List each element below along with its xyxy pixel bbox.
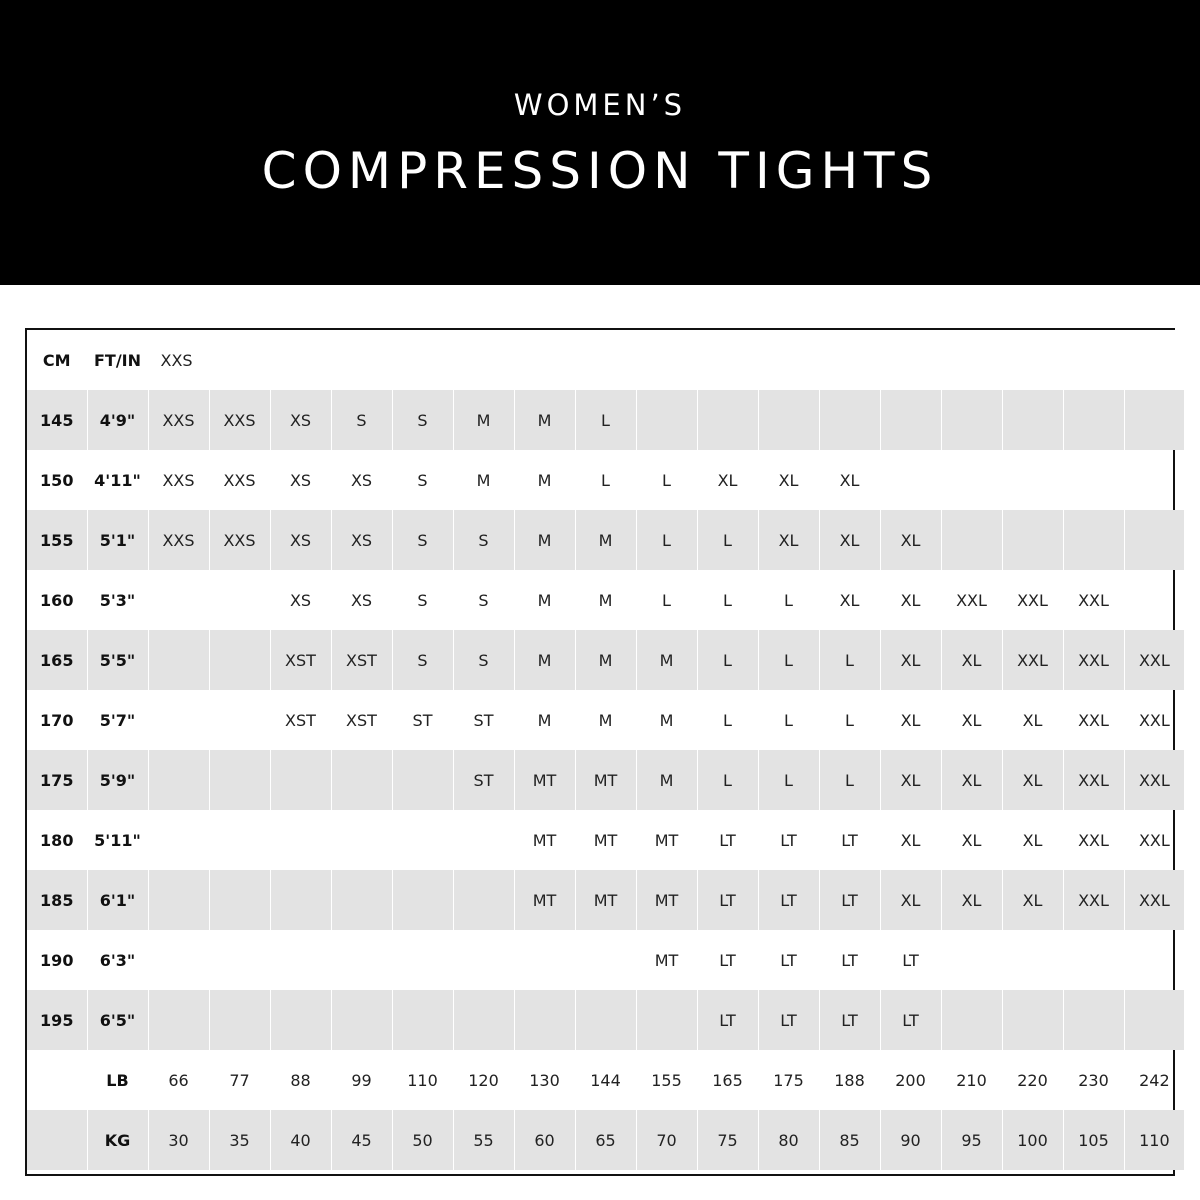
size-cell xyxy=(1124,990,1184,1050)
size-cell xyxy=(209,870,270,930)
size-cell xyxy=(941,510,1002,570)
size-cell xyxy=(270,810,331,870)
size-cell: S xyxy=(392,450,453,510)
size-cell xyxy=(1063,930,1124,990)
size-cell: S xyxy=(453,510,514,570)
size-cell: L xyxy=(758,750,819,810)
size-cell: L xyxy=(636,450,697,510)
lb-value: 165 xyxy=(697,1050,758,1110)
size-cell xyxy=(392,930,453,990)
table-row xyxy=(27,510,1184,570)
table-row xyxy=(27,930,1184,990)
size-cell: S xyxy=(453,630,514,690)
size-cell xyxy=(941,390,1002,450)
size-cell: MT xyxy=(575,870,636,930)
size-cell xyxy=(209,630,270,690)
header-banner xyxy=(0,0,1200,285)
size-cell: XXS xyxy=(148,390,209,450)
size-cell: S xyxy=(392,510,453,570)
size-cell xyxy=(148,750,209,810)
size-cell: L xyxy=(697,750,758,810)
size-cell xyxy=(392,810,453,870)
size-cell: L xyxy=(697,510,758,570)
size-cell: XL xyxy=(941,870,1002,930)
lb-value: 242 xyxy=(1124,1050,1184,1110)
size-cell: MT xyxy=(514,750,575,810)
size-cell: XL xyxy=(880,690,941,750)
table-row xyxy=(27,630,1184,690)
size-cell xyxy=(514,990,575,1050)
size-cell xyxy=(331,750,392,810)
lb-value: 120 xyxy=(453,1050,514,1110)
size-cell xyxy=(392,990,453,1050)
size-cell: S xyxy=(392,570,453,630)
size-cell xyxy=(331,870,392,930)
lb-label: LB xyxy=(87,1050,148,1110)
kg-label: KG xyxy=(87,1110,148,1170)
size-cell: XL xyxy=(1002,870,1063,930)
size-cell xyxy=(1063,450,1124,510)
size-cell xyxy=(880,390,941,450)
size-cell: XXL xyxy=(1124,870,1184,930)
cm-cell: 175 xyxy=(27,750,87,810)
size-cell: M xyxy=(575,570,636,630)
size-cell xyxy=(453,810,514,870)
cm-cell: 150 xyxy=(40,470,74,490)
size-cell xyxy=(209,750,270,810)
size-cell: ST xyxy=(453,690,514,750)
size-column-header: XXS xyxy=(148,330,1184,390)
size-cell: LT xyxy=(758,930,819,990)
size-cell: L xyxy=(697,630,758,690)
ftin-cell: 6'5" xyxy=(87,990,148,1050)
size-cell: XXL xyxy=(1063,870,1124,930)
size-cell: LT xyxy=(819,990,880,1050)
size-cell xyxy=(148,570,209,630)
size-cell: LT xyxy=(758,990,819,1050)
size-cell: S xyxy=(392,390,453,450)
size-cell: XST xyxy=(331,690,392,750)
size-cell: XXL xyxy=(1063,630,1124,690)
size-cell: M xyxy=(636,750,697,810)
size-cell: M xyxy=(514,690,575,750)
size-cell xyxy=(148,870,209,930)
size-cell xyxy=(148,630,209,690)
size-cell: XXL xyxy=(1063,690,1124,750)
size-cell: XST xyxy=(270,690,331,750)
empty-cell xyxy=(27,1110,87,1170)
header-row xyxy=(27,330,1184,390)
cm-cell: 155 xyxy=(27,510,87,570)
kg-value: 65 xyxy=(575,1110,636,1170)
size-cell xyxy=(1124,930,1184,990)
size-cell: LT xyxy=(697,870,758,930)
lb-value: 110 xyxy=(392,1050,453,1110)
size-cell: XL xyxy=(1002,750,1063,810)
size-cell: XXL xyxy=(1124,750,1184,810)
lb-value: 210 xyxy=(941,1050,1002,1110)
size-cell: M xyxy=(453,450,514,510)
ftin-cell: 5'1" xyxy=(87,510,148,570)
size-cell xyxy=(148,990,209,1050)
lb-value: 175 xyxy=(758,1050,819,1110)
size-cell: XL xyxy=(758,510,819,570)
size-cell: XXL xyxy=(1063,810,1124,870)
size-cell: LT xyxy=(819,930,880,990)
size-cell: XL xyxy=(880,630,941,690)
size-cell: MT xyxy=(636,870,697,930)
size-cell: M xyxy=(636,690,697,750)
kg-value: 105 xyxy=(1063,1110,1124,1170)
size-cell: XL xyxy=(819,510,880,570)
kg-value: 50 xyxy=(392,1110,453,1170)
size-cell: L xyxy=(819,750,880,810)
size-cell xyxy=(148,690,209,750)
lb-value: 220 xyxy=(1002,1050,1063,1110)
kg-value: 40 xyxy=(270,1110,331,1170)
size-cell: XL xyxy=(941,750,1002,810)
kg-value: 110 xyxy=(1124,1110,1184,1170)
size-cell xyxy=(209,810,270,870)
size-cell: ST xyxy=(453,750,514,810)
table-row xyxy=(27,990,1184,1050)
size-cell: XXS xyxy=(209,510,270,570)
size-cell xyxy=(1063,510,1124,570)
size-cell xyxy=(1124,450,1184,510)
size-cell xyxy=(270,930,331,990)
size-cell xyxy=(941,450,1002,510)
size-cell: LT xyxy=(697,810,758,870)
ftin-cell: 6'3" xyxy=(87,930,148,990)
kg-value: 95 xyxy=(941,1110,1002,1170)
size-cell: MT xyxy=(575,810,636,870)
size-cell: XS xyxy=(270,510,331,570)
size-cell xyxy=(514,930,575,990)
cm-cell: 185 xyxy=(27,870,87,930)
size-cell: M xyxy=(636,630,697,690)
size-cell: XS xyxy=(270,390,331,450)
size-cell xyxy=(331,930,392,990)
size-cell xyxy=(1002,450,1063,510)
kg-value: 85 xyxy=(819,1110,880,1170)
size-cell: XL xyxy=(819,450,880,510)
size-cell: XL xyxy=(880,570,941,630)
cm-cell: 145 xyxy=(27,390,87,450)
size-cell xyxy=(453,930,514,990)
size-cell: XL xyxy=(697,450,758,510)
size-cell xyxy=(1063,990,1124,1050)
size-cell xyxy=(1124,390,1184,450)
size-cell xyxy=(575,930,636,990)
size-cell xyxy=(331,990,392,1050)
size-cell: L xyxy=(636,570,697,630)
size-cell: XL xyxy=(941,690,1002,750)
size-cell: XL xyxy=(941,630,1002,690)
size-cell xyxy=(758,390,819,450)
size-cell: XXS xyxy=(209,450,270,510)
size-cell xyxy=(941,930,1002,990)
size-cell xyxy=(1124,510,1184,570)
lb-row xyxy=(27,1050,1184,1110)
cm-cell: 170 xyxy=(40,710,74,730)
size-cell xyxy=(209,990,270,1050)
size-cell: L xyxy=(758,630,819,690)
size-cell: XL xyxy=(880,810,941,870)
size-cell xyxy=(941,990,1002,1050)
size-cell: M xyxy=(575,510,636,570)
size-chart xyxy=(25,328,1175,1176)
size-cell: XL xyxy=(1002,690,1063,750)
lb-value: 188 xyxy=(819,1050,880,1110)
size-cell xyxy=(209,930,270,990)
size-cell: M xyxy=(575,630,636,690)
size-cell: LT xyxy=(819,810,880,870)
size-cell xyxy=(270,990,331,1050)
ftin-cell: 4'11" xyxy=(87,450,148,510)
table-row xyxy=(27,870,1184,930)
lb-value: 130 xyxy=(514,1050,575,1110)
size-cell xyxy=(209,690,270,750)
kg-value: 90 xyxy=(880,1110,941,1170)
table-row xyxy=(27,690,1184,750)
size-cell: M xyxy=(514,450,575,510)
size-cell: XL xyxy=(880,750,941,810)
size-cell xyxy=(1002,510,1063,570)
size-cell: LT xyxy=(880,930,941,990)
size-cell xyxy=(1063,390,1124,450)
size-cell xyxy=(1002,390,1063,450)
size-cell: LT xyxy=(697,930,758,990)
kg-value: 60 xyxy=(514,1110,575,1170)
cm-cell: 160 xyxy=(40,590,74,610)
size-cell: L xyxy=(697,570,758,630)
size-cell: XXS xyxy=(209,390,270,450)
size-cell xyxy=(1002,930,1063,990)
size-table xyxy=(27,330,1184,1170)
size-cell: L xyxy=(758,570,819,630)
size-cell: XST xyxy=(331,630,392,690)
cm-cell: 195 xyxy=(27,990,87,1050)
ftin-cell: 5'3" xyxy=(87,570,148,630)
lb-value: 77 xyxy=(209,1050,270,1110)
size-cell: XXL xyxy=(1124,690,1184,750)
page-subtitle: WOMEN’S xyxy=(513,88,687,122)
size-cell: XL xyxy=(1002,810,1063,870)
table-row xyxy=(27,450,1184,510)
ftin-cell: 6'1" xyxy=(87,870,148,930)
size-cell xyxy=(331,810,392,870)
size-cell: LT xyxy=(758,870,819,930)
size-cell xyxy=(209,570,270,630)
ftin-cell: 5'5" xyxy=(87,630,148,690)
size-cell: M xyxy=(575,690,636,750)
size-cell: XS xyxy=(331,570,392,630)
table-row xyxy=(27,390,1184,450)
cm-cell: 165 xyxy=(27,630,87,690)
kg-value: 35 xyxy=(209,1110,270,1170)
size-cell xyxy=(270,870,331,930)
size-cell: XXL xyxy=(1002,570,1063,630)
size-cell xyxy=(880,450,941,510)
size-cell: L xyxy=(636,510,697,570)
size-cell: XXL xyxy=(941,570,1002,630)
table-row xyxy=(27,750,1184,810)
ftin-cell: 5'11" xyxy=(87,810,148,870)
ftin-column-header: FT/IN xyxy=(87,330,148,390)
cm-column-header: CM xyxy=(27,330,87,390)
size-cell: XXL xyxy=(1124,630,1184,690)
cm-cell: 190 xyxy=(40,950,74,970)
table-row xyxy=(27,810,1184,870)
size-cell: LT xyxy=(880,990,941,1050)
size-cell: S xyxy=(331,390,392,450)
size-cell: MT xyxy=(636,810,697,870)
size-cell xyxy=(270,750,331,810)
size-cell: XXS xyxy=(148,510,209,570)
size-cell: XL xyxy=(941,810,1002,870)
size-cell: XXL xyxy=(1002,630,1063,690)
size-cell: XL xyxy=(880,870,941,930)
size-cell xyxy=(1002,990,1063,1050)
size-cell xyxy=(636,390,697,450)
size-cell: XS xyxy=(270,450,331,510)
size-cell xyxy=(148,810,209,870)
lb-value: 144 xyxy=(575,1050,636,1110)
size-cell: MT xyxy=(636,930,697,990)
size-cell: XST xyxy=(270,630,331,690)
size-cell xyxy=(453,990,514,1050)
size-cell xyxy=(819,390,880,450)
size-cell: L xyxy=(819,690,880,750)
kg-value: 30 xyxy=(148,1110,209,1170)
lb-value: 230 xyxy=(1063,1050,1124,1110)
kg-value: 75 xyxy=(697,1110,758,1170)
size-cell: XXL xyxy=(1063,570,1124,630)
size-cell: ST xyxy=(392,690,453,750)
size-cell xyxy=(1124,570,1184,630)
size-cell: XL xyxy=(880,510,941,570)
kg-row xyxy=(27,1110,1184,1170)
kg-value: 70 xyxy=(636,1110,697,1170)
size-cell: LT xyxy=(819,870,880,930)
lb-value: 200 xyxy=(880,1050,941,1110)
lb-value: 66 xyxy=(148,1050,209,1110)
size-cell xyxy=(575,990,636,1050)
size-cell: S xyxy=(392,630,453,690)
size-cell: LT xyxy=(697,990,758,1050)
size-cell: L xyxy=(697,690,758,750)
page-title: COMPRESSION TIGHTS xyxy=(261,142,939,200)
size-cell: XS xyxy=(331,450,392,510)
size-cell: XL xyxy=(819,570,880,630)
size-cell: XL xyxy=(758,450,819,510)
size-cell: XS xyxy=(270,570,331,630)
lb-value: 99 xyxy=(331,1050,392,1110)
size-cell: MT xyxy=(514,870,575,930)
size-cell xyxy=(392,750,453,810)
empty-cell xyxy=(27,1050,87,1110)
kg-value: 100 xyxy=(1002,1110,1063,1170)
table-row xyxy=(27,570,1184,630)
size-cell xyxy=(392,870,453,930)
size-cell: L xyxy=(758,690,819,750)
size-cell: L xyxy=(819,630,880,690)
kg-value: 45 xyxy=(331,1110,392,1170)
lb-value: 155 xyxy=(636,1050,697,1110)
ftin-cell: 4'9" xyxy=(87,390,148,450)
size-cell: L xyxy=(575,450,636,510)
ftin-cell: 5'9" xyxy=(87,750,148,810)
ftin-cell: 5'7" xyxy=(87,690,148,750)
lb-value: 88 xyxy=(270,1050,331,1110)
size-cell: M xyxy=(514,570,575,630)
size-cell xyxy=(148,930,209,990)
size-cell: M xyxy=(514,510,575,570)
size-cell: LT xyxy=(758,810,819,870)
size-cell: M xyxy=(514,630,575,690)
kg-value: 80 xyxy=(758,1110,819,1170)
size-cell: M xyxy=(514,390,575,450)
size-cell xyxy=(636,990,697,1050)
size-cell: M xyxy=(453,390,514,450)
size-cell: XXL xyxy=(1063,750,1124,810)
size-cell: L xyxy=(575,390,636,450)
size-cell: XS xyxy=(331,510,392,570)
size-cell: MT xyxy=(575,750,636,810)
cm-cell: 180 xyxy=(40,830,74,850)
size-cell: XXL xyxy=(1124,810,1184,870)
size-cell: MT xyxy=(514,810,575,870)
size-cell: XXS xyxy=(148,450,209,510)
size-cell xyxy=(697,390,758,450)
size-cell xyxy=(453,870,514,930)
size-cell: S xyxy=(453,570,514,630)
kg-value: 55 xyxy=(453,1110,514,1170)
